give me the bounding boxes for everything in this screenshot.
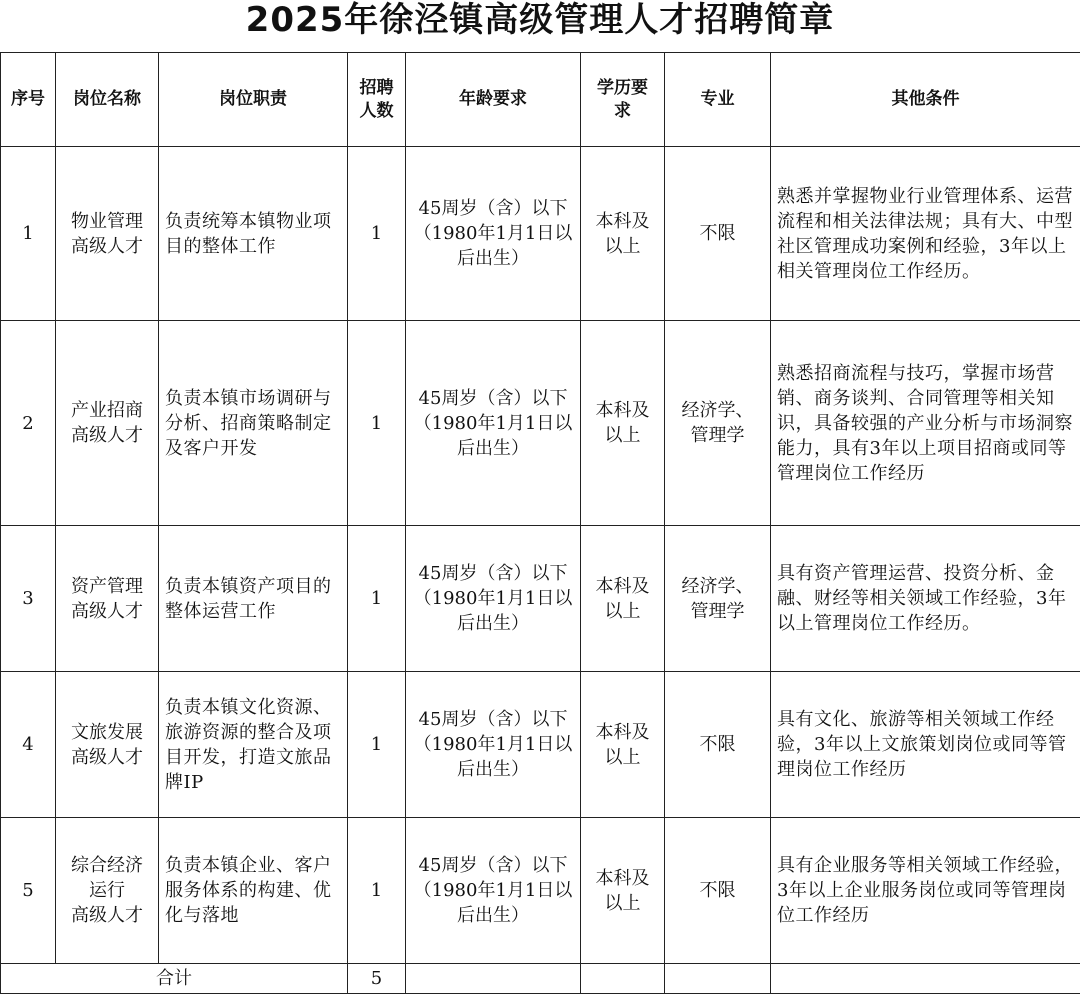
- row-other: 具有企业服务等相关领域工作经验，3年以上企业服务岗位或同等管理岗位工作经历: [771, 818, 1080, 964]
- row-age: 45周岁（含）以下（1980年1月1日以后出生）: [406, 526, 581, 672]
- row-age: 45周岁（含）以下（1980年1月1日以后出生）: [406, 147, 581, 321]
- header-education: 学历要 求: [581, 53, 665, 147]
- header-index: 序号: [1, 53, 56, 147]
- total-label: 合计: [1, 964, 348, 994]
- recruitment-table: [0, 52, 1080, 994]
- row-education: 本科及 以上: [581, 818, 665, 964]
- row-education: 本科及 以上: [581, 147, 665, 321]
- row-position: 文旅发展 高级人才: [56, 672, 159, 818]
- table-row: [1, 147, 1080, 321]
- row-count: 1: [348, 147, 406, 321]
- row-major: 不限: [665, 818, 771, 964]
- row-age: 45周岁（含）以下（1980年1月1日以后出生）: [406, 818, 581, 964]
- row-major: 经济学、 管理学: [665, 321, 771, 526]
- row-other: 熟悉招商流程与技巧，掌握市场营销、商务谈判、合同管理等相关知识，具备较强的产业分析与市场洞察能力，具有3年以上项目招商或同等管理岗位工作经历: [771, 321, 1080, 526]
- header-duty: 岗位职责: [159, 53, 348, 147]
- header-major: 专业: [665, 53, 771, 147]
- row-duty: 负责统筹本镇物业项目的整体工作: [159, 147, 348, 321]
- row-position: 资产管理 高级人才: [56, 526, 159, 672]
- row-count: 1: [348, 526, 406, 672]
- row-age: 45周岁（含）以下（1980年1月1日以后出生）: [406, 672, 581, 818]
- row-index: 3: [1, 526, 56, 672]
- row-education: 本科及 以上: [581, 321, 665, 526]
- total-empty-education: [581, 964, 665, 994]
- header-age: 年龄要求: [406, 53, 581, 147]
- row-age: 45周岁（含）以下（1980年1月1日以后出生）: [406, 321, 581, 526]
- total-empty-other: [771, 964, 1080, 994]
- total-empty-age: [406, 964, 581, 994]
- row-position: 物业管理 高级人才: [56, 147, 159, 321]
- row-duty: 负责本镇资产项目的整体运营工作: [159, 526, 348, 672]
- total-empty-major: [665, 964, 771, 994]
- row-index: 5: [1, 818, 56, 964]
- header-other: 其他条件: [771, 53, 1080, 147]
- row-position: 综合经济 运行 高级人才: [56, 818, 159, 964]
- table-header-row: [1, 53, 1080, 147]
- table-row: [1, 526, 1080, 672]
- row-count: 1: [348, 672, 406, 818]
- row-other: 具有文化、旅游等相关领域工作经验，3年以上文旅策划岗位或同等管理岗位工作经历: [771, 672, 1080, 818]
- row-count: 1: [348, 321, 406, 526]
- table-row: [1, 321, 1080, 526]
- total-count: 5: [348, 964, 406, 994]
- row-duty: 负责本镇文化资源、旅游资源的整合及项目开发，打造文旅品牌IP: [159, 672, 348, 818]
- row-major: 不限: [665, 672, 771, 818]
- row-other: 具有资产管理运营、投资分析、金融、财经等相关领域工作经验，3年以上管理岗位工作经历。: [771, 526, 1080, 672]
- header-count: 招聘 人数: [348, 53, 406, 147]
- row-position: 产业招商 高级人才: [56, 321, 159, 526]
- table-row: [1, 818, 1080, 964]
- table-row: [1, 672, 1080, 818]
- row-education: 本科及 以上: [581, 672, 665, 818]
- page-title: 2025年徐泾镇高级管理人才招聘简章: [245, 0, 835, 40]
- row-duty: 负责本镇企业、客户服务体系的构建、优化与落地: [159, 818, 348, 964]
- row-other: 熟悉并掌握物业行业管理体系、运营流程和相关法律法规；具有大、中型社区管理成功案例和经验，3年以上相关管理岗位工作经历。: [771, 147, 1080, 321]
- header-position: 岗位名称: [56, 53, 159, 147]
- row-education: 本科及 以上: [581, 526, 665, 672]
- row-major: 经济学、 管理学: [665, 526, 771, 672]
- row-index: 2: [1, 321, 56, 526]
- row-count: 1: [348, 818, 406, 964]
- row-major: 不限: [665, 147, 771, 321]
- row-index: 1: [1, 147, 56, 321]
- row-duty: 负责本镇市场调研与分析、招商策略制定及客户开发: [159, 321, 348, 526]
- row-index: 4: [1, 672, 56, 818]
- total-row: [1, 964, 1080, 994]
